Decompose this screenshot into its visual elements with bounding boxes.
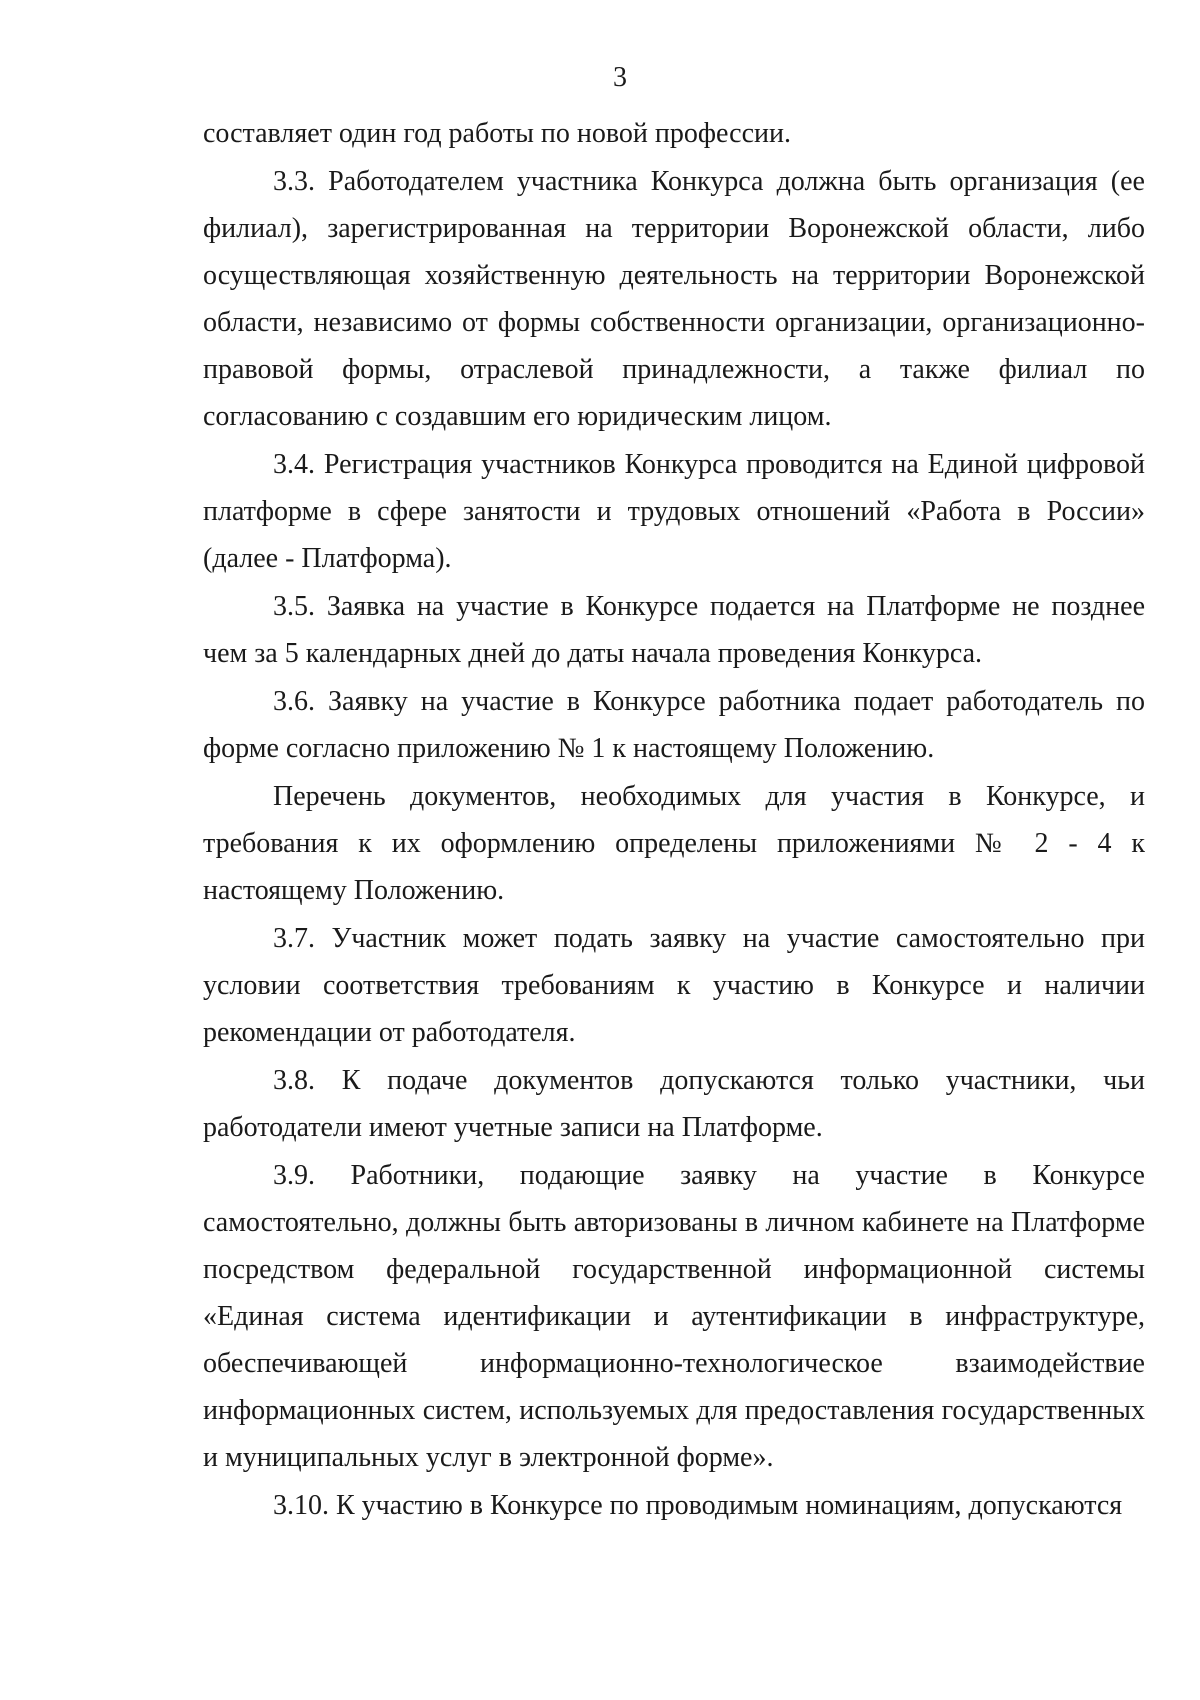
document-body (203, 110, 1145, 1529)
paragraph-documents-list: Перечень документов, необходимых для участия в Конкурсе, и требования к их оформлению определены приложениями № 2 - 4 к настоящему Положению. (203, 781, 1145, 906)
paragraph-3-5: 3.5. Заявка на участие в Конкурсе подается на Платформе не позднее чем за 5 календарных дней до даты начала проведения Конкурса. (203, 591, 1145, 669)
paragraph-3-4: 3.4. Регистрация участников Конкурса проводится на Единой цифровой платформе в сфере занятости и трудовых отношений «Работа в России» (далее - Платформа). (203, 449, 1145, 574)
paragraph-3-7: 3.7. Участник может подать заявку на участие самостоятельно при условии соответствия требованиям к участию в Конкурсе и наличии рекомендации от работодателя. (203, 923, 1145, 1048)
paragraph-3-9: 3.9. Работники, подающие заявку на участие в Конкурсе самостоятельно, должны быть авторизованы в личном кабинете на Платформе посредством федеральной государственной информационной системы «Единая система идентификации и аутентификации в инфраструктуре, обеспечивающей информационно-технологическое взаимодействие информационных систем, используемых для предоставления государственных и муниципальных услуг в электронной форме». (203, 1160, 1145, 1473)
paragraph-continuation: составляет один год работы по новой профессии. (203, 118, 791, 149)
paragraph-3-6: 3.6. Заявку на участие в Конкурсе работника подает работодатель по форме согласно приложению № 1 к настоящему Положению. (203, 686, 1145, 764)
page-number: 3 (613, 62, 627, 93)
paragraph-3-10: 3.10. К участию в Конкурсе по проводимым номинациям, допускаются (273, 1490, 1123, 1521)
paragraph-3-3: 3.3. Работодателем участника Конкурса должна быть организация (ее филиал), зарегистрированная на территории Воронежской области, либо осуществляющая хозяйственную деятельность на территории Воронежской области, независимо от формы собственности организации, организационно-правовой формы, отраслевой принадлежности, а также филиал по согласованию с создавшим его юридическим лицом. (203, 166, 1145, 432)
paragraph-3-8: 3.8. К подаче документов допускаются только участники, чьи работодатели имеют учетные записи на Платформе. (203, 1065, 1145, 1143)
